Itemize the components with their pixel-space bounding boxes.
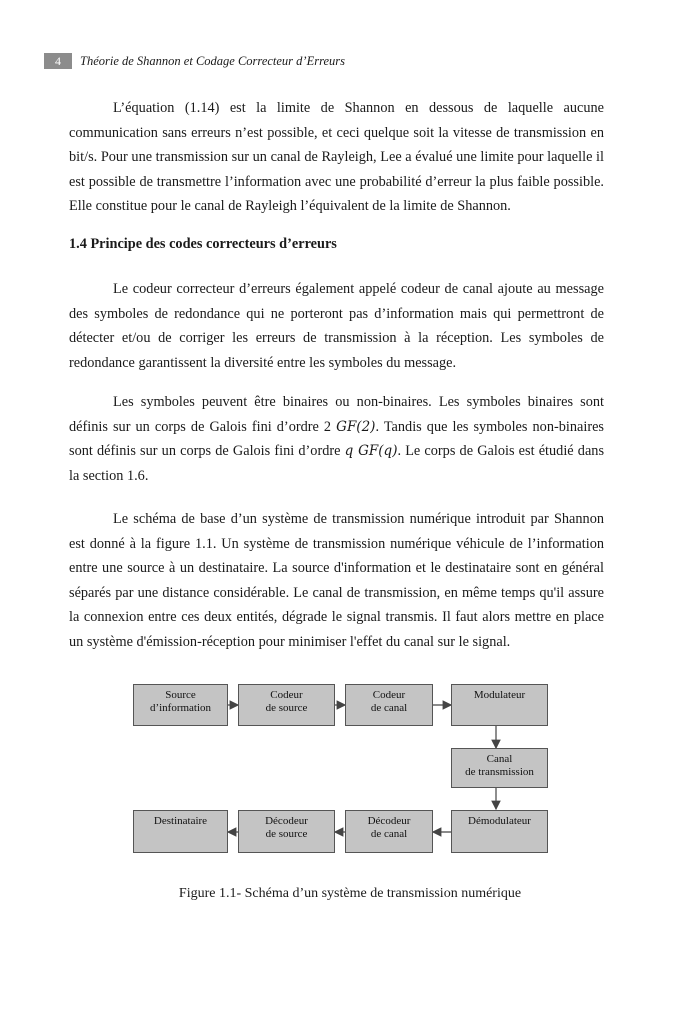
paragraph-redundancy — [69, 277, 604, 375]
running-header — [44, 52, 345, 70]
math-gfq: q GF(q) — [344, 443, 398, 460]
box-source — [133, 684, 228, 726]
box-label-line: de source — [265, 828, 308, 840]
box-label-line: Codeur — [270, 689, 303, 701]
galois-text-3: . Le corps de Galois est étudié dans la section 1.6. — [69, 443, 605, 484]
box-channel-decoder — [345, 810, 433, 853]
box-label-line: de canal — [370, 828, 408, 840]
box-label-line: Décodeur — [367, 815, 411, 827]
paragraph-transmission-system — [69, 507, 604, 655]
box-label-line: Décodeur — [265, 815, 308, 827]
box-destination — [133, 810, 228, 853]
paragraph-galois — [69, 390, 604, 488]
box-label-line: Canal — [486, 753, 513, 765]
section-heading: 1.4 Principe des codes correcteurs d’erreurs — [69, 236, 337, 252]
paragraph-text: Le codeur correcteur d’erreurs également appelé codeur de canal ajoute au message des symboles de redondance qui ne porteront pas d’information mais qui permettront de détecter et/ou de corriger les erreurs de transmission à la réception. Les symboles de redondance garantissent la diversité entre les symboles du message. — [69, 281, 604, 371]
box-label-line: de canal — [370, 702, 408, 714]
box-label-line: de source — [265, 702, 308, 714]
box-modulator — [451, 684, 548, 726]
box-channel-coder — [345, 684, 433, 726]
box-demodulator — [451, 810, 548, 853]
box-label-line: d’information — [149, 702, 212, 714]
box-source-coder — [238, 684, 335, 726]
box-label-line: Destinataire — [153, 815, 208, 827]
paragraph-shannon-limit — [69, 96, 604, 219]
paragraph-text: Le schéma de base d’un système de transmission numérique introduit par Shannon est donné à la figure 1.1. Un système de transmission numérique véhicule de l’information entre une source à un destinataire. La source d'information et le destinataire sont en général séparés par une distance considérable. Le canal de transmission, en même temps qu'il assure la connexion entre ces deux entités, dégrade le signal transmis. Il faut alors mettre en place un système d'émission-réception pour minimiser l'effet du canal sur le signal. — [69, 511, 604, 650]
math-gf2: GF(2) — [336, 418, 376, 435]
figure-caption: Figure 1.1- Schéma d’un système de transmission numérique — [178, 886, 522, 901]
box-label-line: Modulateur — [473, 689, 526, 701]
running-title: Théorie de Shannon et Codage Correcteur d’Erreurs — [80, 53, 346, 68]
box-source-decoder — [238, 810, 335, 853]
transmission-diagram — [0, 676, 700, 866]
box-channel — [451, 748, 548, 788]
paragraph-text: L’équation (1.14) est la limite de Shannon en dessous de laquelle aucune communication sans erreurs n’est possible, et ceci quelque soit la vitesse de transmission en bit/s. Pour une transmission sur un canal de Rayleigh, Lee a évalué une limite pour laquelle il est possible de transmettre l’information avec une probabilité d’erreur la plus faible possible. Elle constitue pour le canal de Rayleigh l’équivalent de la limite de Shannon. — [69, 100, 604, 215]
box-label-line: Source — [165, 689, 196, 701]
box-label-line: de transmission — [465, 766, 534, 778]
box-label-line: Codeur — [372, 689, 406, 701]
page-number: 4 — [44, 53, 72, 69]
galois-text-2: . Tandis que les symboles non-binaires sont définis sur un corps de Galois fini d’ordre — [69, 418, 604, 460]
galois-text-1: Les symboles peuvent être binaires ou non-binaires. Les symboles binaires sont définis sur un corps de Galois fini d’ordre 2 — [69, 394, 604, 435]
box-label-line: Démodulateur — [468, 815, 531, 827]
